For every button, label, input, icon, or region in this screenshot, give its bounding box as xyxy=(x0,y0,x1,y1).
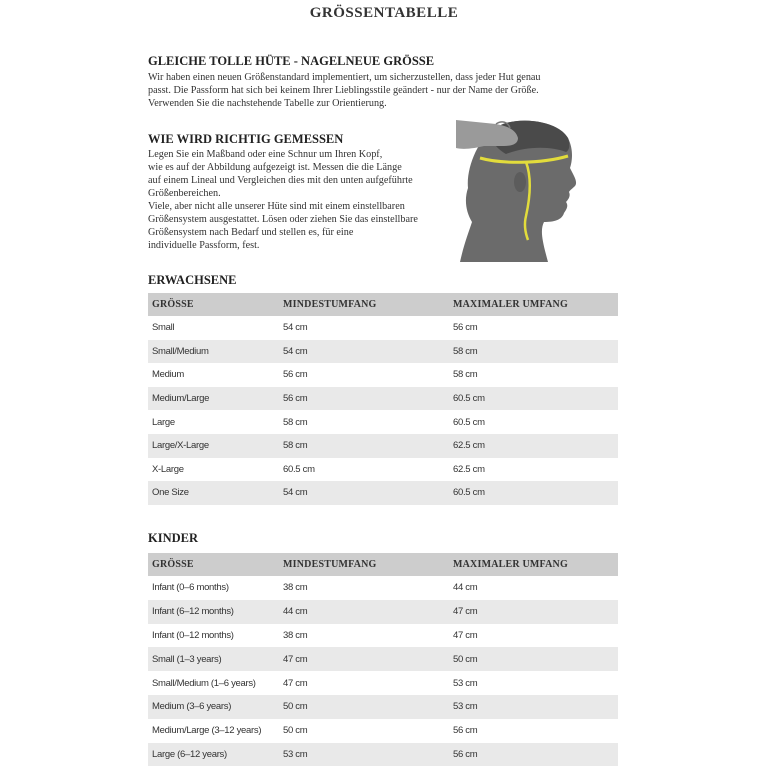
table-row xyxy=(148,695,618,719)
col-header-size: GRÖSSE xyxy=(148,553,283,576)
max-cell: 60.5 cm xyxy=(453,416,485,428)
min-cell: 47 cm xyxy=(283,677,308,689)
col-header-max: MAXIMALER UMFANG xyxy=(453,293,618,316)
table-row xyxy=(148,719,618,743)
size-cell: Infant (0–6 months) xyxy=(152,582,229,594)
min-cell: 60.5 cm xyxy=(283,463,315,475)
intro-line: Verwenden Sie die nachstehende Tabelle zur Orientierung. xyxy=(148,98,387,109)
table-row xyxy=(148,410,618,434)
size-cell: X-Large xyxy=(152,463,184,475)
table-row xyxy=(148,743,618,767)
size-cell: Large xyxy=(152,416,175,428)
measure-line: auf einem Lineal und Vergleichen dies mit den unten aufgeführte xyxy=(148,175,413,186)
col-header-min: MINDESTUMFANG xyxy=(283,553,453,576)
min-cell: 58 cm xyxy=(283,434,453,458)
size-cell: Large (6–12 years) xyxy=(148,743,283,767)
max-cell: 50 cm xyxy=(453,647,618,671)
min-cell: 38 cm xyxy=(283,629,308,641)
min-cell: 56 cm xyxy=(283,387,453,411)
page-title: GRÖSSENTABELLE xyxy=(309,5,459,21)
max-cell: 60.5 cm xyxy=(453,387,618,411)
measure-text xyxy=(148,148,418,252)
max-cell: 62.5 cm xyxy=(453,434,618,458)
intro-line: Wir haben einen neuen Größenstandard implementiert, um sicherzustellen, dass jeder Hut genau xyxy=(148,72,541,83)
min-cell: 56 cm xyxy=(283,369,308,381)
table-row xyxy=(148,576,618,600)
measure-line: Größensystem ausgestattet. Lösen oder ziehen Sie das einstellbare xyxy=(148,214,418,225)
size-cell: One Size xyxy=(148,481,283,505)
min-cell: 53 cm xyxy=(283,743,453,767)
adults-heading: ERWACHSENE xyxy=(148,273,237,287)
max-cell: 62.5 cm xyxy=(453,463,485,475)
kids-heading: KINDER xyxy=(148,531,199,545)
min-cell: 44 cm xyxy=(283,600,453,624)
measure-line: individuelle Passform, fest. xyxy=(148,240,260,251)
min-cell: 58 cm xyxy=(283,416,308,428)
max-cell: 58 cm xyxy=(453,340,618,364)
table-row xyxy=(148,458,618,482)
table-row xyxy=(148,481,618,505)
max-cell: 44 cm xyxy=(453,582,478,594)
head-ear xyxy=(514,172,526,192)
measure-heading: WIE WIRD RICHTIG GEMESSEN xyxy=(148,132,344,146)
table-row xyxy=(148,387,618,411)
size-cell: Small xyxy=(152,322,175,334)
max-cell: 56 cm xyxy=(453,322,478,334)
table-header-row xyxy=(148,293,618,316)
table-row xyxy=(148,340,618,364)
max-cell: 47 cm xyxy=(453,629,478,641)
col-header-max: MAXIMALER UMFANG xyxy=(453,553,618,576)
max-cell: 53 cm xyxy=(453,677,478,689)
table-header-row xyxy=(148,553,618,576)
measure-line: Größenbereichen. xyxy=(148,188,221,199)
max-cell: 60.5 cm xyxy=(453,481,618,505)
size-cell: Medium/Large (3–12 years) xyxy=(152,725,262,737)
col-header-size: GRÖSSE xyxy=(148,293,283,316)
max-cell: 58 cm xyxy=(453,369,478,381)
intro-text xyxy=(148,71,541,110)
table-row xyxy=(148,671,618,695)
table-row xyxy=(148,600,618,624)
table-row xyxy=(148,363,618,387)
size-cell: Small/Medium (1–6 years) xyxy=(152,677,256,689)
intro-line: passt. Die Passform hat sich bei keinem Ihrer Lieblingsstile geändert - nur der Name der Größe. xyxy=(148,85,539,96)
min-cell: 47 cm xyxy=(283,647,453,671)
table-row xyxy=(148,316,618,340)
measure-line: Legen Sie ein Maßband oder eine Schnur um Ihren Kopf, xyxy=(148,149,383,160)
kids-size-table xyxy=(148,553,618,766)
table-row xyxy=(148,434,618,458)
size-cell: Infant (0–12 months) xyxy=(152,629,234,641)
col-header-min: MINDESTUMFANG xyxy=(283,293,453,316)
min-cell: 54 cm xyxy=(283,481,453,505)
measure-line: Größensystem nach Bedarf und stellen es, für eine xyxy=(148,227,354,238)
intro-heading: GLEICHE TOLLE HÜTE - NAGELNEUE GRÖSSE xyxy=(148,54,435,68)
min-cell: 54 cm xyxy=(283,340,453,364)
min-cell: 50 cm xyxy=(283,725,308,737)
max-cell: 56 cm xyxy=(453,725,478,737)
size-cell: Small/Medium xyxy=(148,340,283,364)
size-cell: Infant (6–12 months) xyxy=(148,600,283,624)
size-cell: Medium xyxy=(152,369,184,381)
size-cell: Medium/Large xyxy=(148,387,283,411)
adults-size-table xyxy=(148,293,618,505)
table-row xyxy=(148,624,618,648)
min-cell: 50 cm xyxy=(283,695,453,719)
min-cell: 38 cm xyxy=(283,582,308,594)
max-cell: 56 cm xyxy=(453,743,618,767)
max-cell: 53 cm xyxy=(453,695,618,719)
size-cell: Large/X-Large xyxy=(148,434,283,458)
max-cell: 47 cm xyxy=(453,600,618,624)
size-cell: Medium (3–6 years) xyxy=(148,695,283,719)
table-row xyxy=(148,647,618,671)
head-measurement-illustration xyxy=(456,118,580,262)
measure-line: Viele, aber nicht alle unserer Hüte sind mit einem einstellbaren xyxy=(148,201,405,212)
size-cell: Small (1–3 years) xyxy=(148,647,283,671)
min-cell: 54 cm xyxy=(283,322,308,334)
measure-line: wie es auf der Abbildung aufgezeigt ist. Messen die die Länge xyxy=(148,162,402,173)
